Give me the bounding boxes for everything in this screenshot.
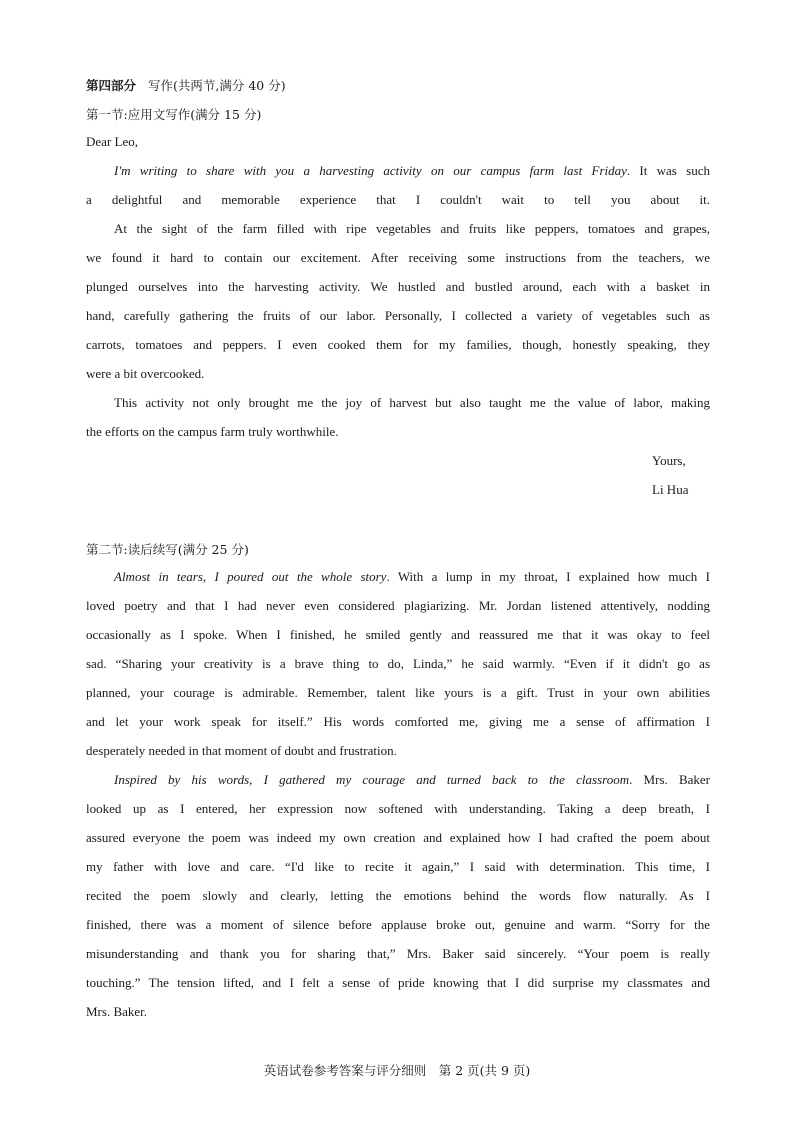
story-p2-line1 — [114, 772, 710, 788]
letter-p2-line3: plunged ourselves into the harvesting activity. We hustled and bustled around, each with a basket in — [86, 279, 710, 294]
letter-signature: Li Hua — [652, 482, 689, 497]
letter-p2-line5: carrots, tomatoes and peppers. I even cooked them for my families, though, honestly speaking, they — [86, 337, 710, 352]
part4-heading — [86, 76, 286, 94]
story-p2-line3: assured everyone the poem was indeed my own creation and explained how I had crafted the poem about — [86, 830, 710, 845]
story-given-sentence-2: Inspired by his words, I gathered my courage and turned back to the classroom — [114, 772, 630, 787]
letter-p1-line2: a delightful and memorable experience that I couldn't wait to tell you about it. — [86, 192, 710, 207]
story-p2-line1-rest: . Mrs. Baker — [629, 772, 710, 787]
letter-p1-line1-rest: . It was such — [626, 163, 710, 178]
story-p2-line8: touching.” The tension lifted, and I felt a sense of pride knowing that I did surprise my classmates and — [86, 975, 710, 990]
section2-heading: 第二节:读后续写(满分 25 分) — [86, 542, 249, 557]
story-p1-line1-rest: . With a lump in my throat, I explained how much I — [386, 569, 710, 584]
letter-p2-line4: hand, carefully gathering the fruits of our labor. Personally, I collected a variety of vegetables such as — [86, 308, 710, 323]
letter-salutation: Dear Leo, — [86, 134, 138, 149]
letter-closing: Yours, — [652, 453, 686, 468]
story-p2-line5: recited the poem slowly and clearly, letting the emotions behind the words flow naturally. As I — [86, 888, 710, 903]
story-p2-line6: finished, there was a moment of silence before applause broke out, genuine and warm. “Sorry for the — [86, 917, 710, 932]
part4-heading-rest: 写作(共两节,满分 40 分) — [148, 78, 286, 93]
letter-topic-sentence: I'm writing to share with you a harvesting activity on our campus farm last Friday — [114, 163, 627, 178]
story-p1-line4: sad. “Sharing your creativity is a brave thing to do, Linda,” he said warmly. “Even if it didn't go as — [86, 656, 710, 671]
story-p1-line7: desperately needed in that moment of doubt and frustration. — [86, 743, 397, 758]
section1-heading: 第一节:应用文写作(满分 15 分) — [86, 107, 262, 122]
letter-p2-line6: were a bit overcooked. — [86, 366, 205, 381]
story-p1-line5: planned, your courage is admirable. Remember, talent like yours is a gift. Trust in your own abilities — [86, 685, 710, 700]
letter-p2-line1: At the sight of the farm filled with ripe vegetables and fruits like peppers, tomatoes and grapes, — [114, 221, 710, 236]
story-p1-line1 — [114, 569, 710, 585]
letter-p3-line1: This activity not only brought me the joy of harvest but also taught me the value of labor, making — [114, 395, 710, 410]
story-p2-line7: misunderstanding and thank you for sharing that,” Mrs. Baker said sincerely. “Your poem is really — [86, 946, 710, 961]
story-p1-line6: and let your work speak for itself.” His words comforted me, giving me a sense of affirmation I — [86, 714, 710, 729]
page-footer: 英语试卷参考答案与评分细则 第 2 页(共 9 页) — [263, 1063, 531, 1078]
story-p1-line2: loved poetry and that I had never even considered plagiarizing. Mr. Jordan listened attentively, nodding — [86, 598, 710, 613]
story-p2-line2: looked up as I entered, her expression now softened with understanding. Taking a deep breath, I — [86, 801, 710, 816]
story-p2-line9: Mrs. Baker. — [86, 1004, 148, 1019]
letter-p3-line2: the efforts on the campus farm truly worthwhile. — [86, 424, 339, 439]
story-p1-line3: occasionally as I spoke. When I finished, he smiled gently and reassured me that it was okay to feel — [86, 627, 710, 642]
letter-p2-line2: we found it hard to contain our excitement. After receiving some instructions from the teachers, we — [86, 250, 710, 265]
story-p2-line4: my father with love and care. “I'd like to recite it again,” I said with determination. This time, I — [86, 859, 710, 874]
letter-p1-line1 — [114, 163, 710, 179]
story-given-sentence-1: Almost in tears, I poured out the whole story — [114, 569, 387, 584]
part4-heading-bold: 第四部分 — [86, 78, 137, 93]
